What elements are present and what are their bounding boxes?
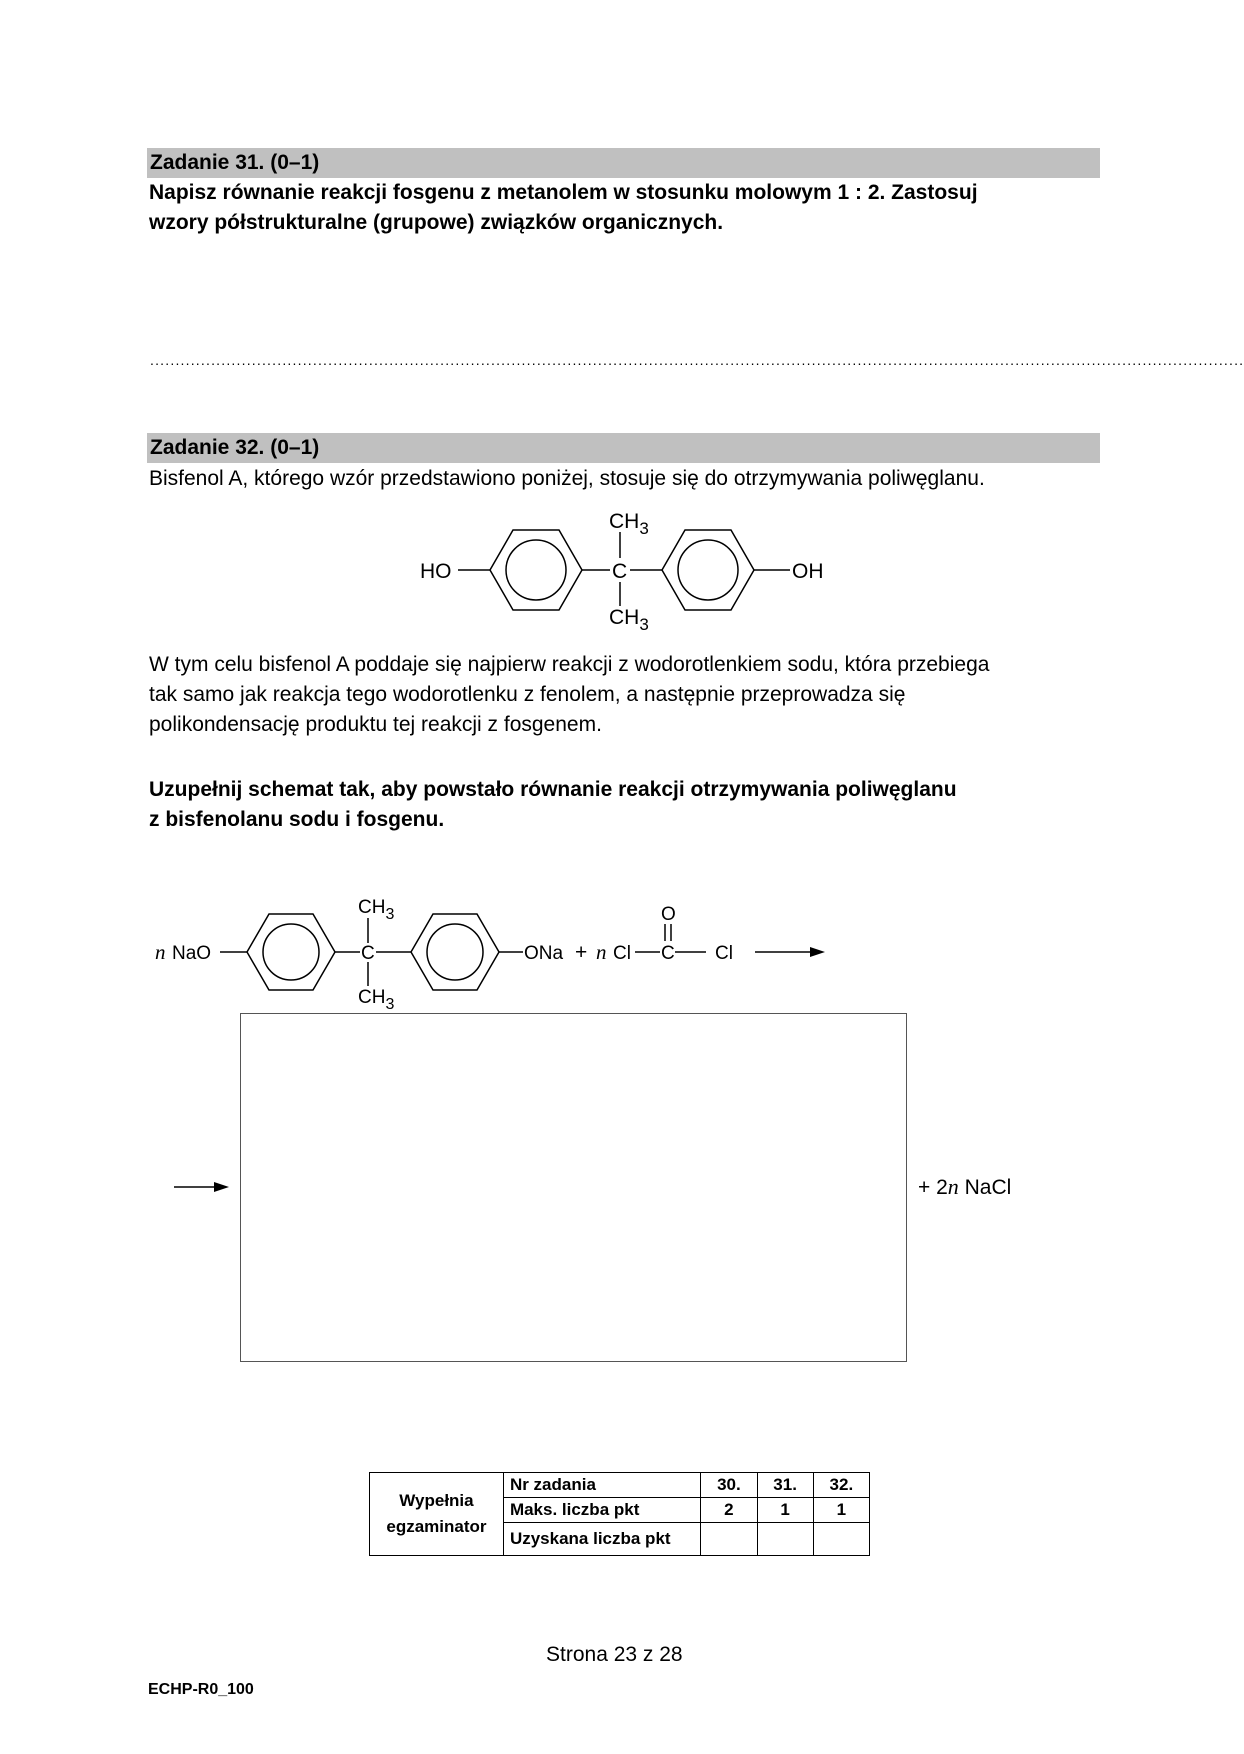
phosgene-carbon-label: C [661, 943, 675, 964]
obtained-points-30[interactable] [701, 1523, 757, 1556]
cl-left-label: Cl [613, 943, 631, 964]
scheme-ch3-top: $CH_3$ [358, 897, 395, 923]
n-coefficient-1: n [155, 940, 166, 964]
n-coefficient-2: n [596, 940, 607, 964]
answer-box[interactable] [240, 1013, 907, 1362]
scheme-ch3-bottom: $CH_3$ [358, 987, 395, 1013]
max-points-row-label: Maks. liczba pkt [503, 1498, 700, 1523]
task32-paragraph-line1: W tym celu bisfenol A poddaje się najpierw reakcji z wodorotlenkiem sodu, która przebiega [149, 653, 990, 676]
product-arrow [170, 1180, 232, 1194]
plus-sign: + [575, 941, 588, 964]
task32-instruction-line1: Uzupełnij schemat tak, aby powstało równanie reakcji otrzymywania poliwęglanu [149, 778, 957, 801]
task31-header: Zadanie 31. (0–1) [147, 148, 1100, 178]
task-number-32: 32. [813, 1473, 869, 1498]
bisphenol-a-structure [400, 500, 850, 640]
task32-paragraph-line2: tak samo jak reakcja tego wodorotlenku z fenolem, a następnie przeprowadza się [149, 683, 906, 706]
byproduct-label: + 2n NaCl [918, 1174, 1012, 1199]
page-number: Strona 23 z 28 [546, 1643, 683, 1666]
task32-header: Zadanie 32. (0–1) [147, 433, 1100, 463]
obtained-points-32[interactable] [813, 1523, 869, 1556]
task32-intro: Bisfenol A, którego wzór przedstawiono poniżej, stosuje się do otrzymywania poliwęglanu. [149, 467, 985, 490]
task31-instruction-line2: wzory półstrukturalne (grupowe) związków organicznych. [149, 211, 724, 234]
scheme-central-carbon: C [361, 943, 375, 964]
max-points-31: 1 [757, 1498, 813, 1523]
carbonyl-oxygen-label: O [661, 904, 676, 925]
reaction-scheme [150, 890, 850, 1015]
ho-label: HO [420, 560, 452, 583]
grader-label: Wypełnia egzaminator [370, 1473, 504, 1556]
ch3-top-label: $CH_3$ [609, 510, 649, 538]
max-points-30: 2 [701, 1498, 757, 1523]
obtained-points-row-label: Uzyskana liczba pkt [503, 1523, 700, 1556]
task-number-30: 30. [701, 1473, 757, 1498]
task31-answer-line[interactable]: ....................................................................................................................................................................................................................... [150, 352, 1244, 368]
grading-table [369, 1472, 870, 1556]
ch3-bottom-label: $CH_3$ [609, 606, 649, 634]
scheme-arrow-head [810, 947, 825, 957]
document-code: ECHP-R0_100 [148, 1681, 254, 1698]
ona-label: ONa [524, 943, 564, 964]
central-carbon-label: C [612, 560, 628, 583]
task31-instruction-line1: Napisz równanie reakcji fosgenu z metanolem w stosunku molowym 1 : 2. Zastosuj [149, 181, 978, 204]
task-number-row-label: Nr zadania [503, 1473, 700, 1498]
oh-label: OH [792, 560, 824, 583]
cl-right-label: Cl [715, 943, 733, 964]
task32-paragraph-line3: polikondensację produktu tej reakcji z fosgenem. [149, 713, 602, 736]
nao-label: NaO [172, 943, 212, 964]
task32-instruction-line2: z bisfenolanu sodu i fosgenu. [149, 808, 445, 831]
max-points-32: 1 [813, 1498, 869, 1523]
obtained-points-31[interactable] [757, 1523, 813, 1556]
task-number-31: 31. [757, 1473, 813, 1498]
